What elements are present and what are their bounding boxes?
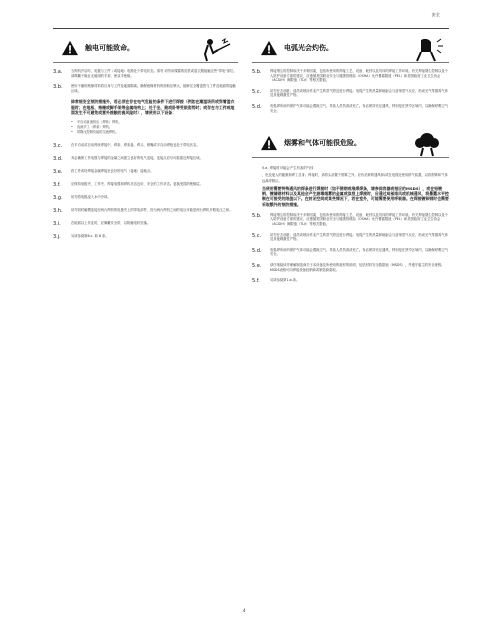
list-item <box>252 263 449 272</box>
list-item <box>252 104 449 113</box>
item-number: 3.b. <box>53 84 63 91</box>
item-number: 3.g. <box>53 194 63 201</box>
item-number: 5.b. <box>252 69 262 75</box>
item-number: 3.a. <box>53 69 63 75</box>
subsection-text: 远离呼吸区。 <box>262 179 282 184</box>
list-item <box>252 89 449 98</box>
electric-shock-header <box>53 36 238 63</box>
list-item <box>252 278 449 285</box>
section-title: 触电可能致命。 <box>85 44 134 52</box>
item-text: 务必确保工作电缆与焊接的金属之间建立良好的电气连接。连接点应尽可能靠近焊接区域。 <box>71 155 203 160</box>
arc-rays-header <box>252 36 449 63</box>
subsection-text: ，危及他人的健康和焊工自身。焊接时，请将头部置于烟雾之外。应有足够的通风和/或在电弧处使用排气装置，以将烟雾和气体 <box>262 172 448 177</box>
item-number: 3.h. <box>53 207 63 214</box>
item-text: 切勿在去油脏、清洗或喷涂作业产生的蒸气附近进行焊接。电弧产生的热量和辐射会与溶剂蒸气反应，形成光气等剧毒气体及其他刺激性产物。 <box>270 232 449 242</box>
list-item <box>252 69 449 83</box>
list-item <box>252 213 449 227</box>
list-item <box>252 233 449 242</box>
arc-welder-icon <box>407 36 447 62</box>
list-item <box>53 169 238 176</box>
item-number: 3.i. <box>53 220 61 227</box>
list-bullet: • 带降压控制功能的交流焊机。 <box>71 130 238 135</box>
list-item <box>53 143 238 150</box>
item-number: 5.c. <box>252 88 262 95</box>
item-number: 5.d. <box>252 247 262 254</box>
item-text: 请仔细阅读并理解制造商关于本设备及所使用的耗材的说明，包括材料安全数据表（MSDS），并遵守雇主的安全规程。MSDS表格可向焊接设备经销商或制造商索取。 <box>270 262 445 272</box>
item-number: 3.j. <box>53 233 61 240</box>
item-text: 电弧焊所用的保护气体可能会置换空气，导致人员伤害或死亡。务必保持充足通风，特别是在狭窄区域内，以确保呼吸空气安全。 <box>270 247 449 257</box>
list-item <box>53 156 238 163</box>
warning-triangle-icon <box>260 135 278 151</box>
fumes-icon <box>407 131 447 157</box>
right-column <box>252 36 449 291</box>
item-text: 切勿同时触摸连接至两台焊机的电极夹上的带电部件，因为两台焊机之间的电压可能是两台焊机开路电压之和。 <box>71 207 233 212</box>
warning-triangle-icon <box>260 40 278 56</box>
page-number: 4 <box>243 608 246 613</box>
item-text: 切勿将电极浸入水中冷却。 <box>71 194 111 199</box>
page-header: 安全 <box>431 12 440 17</box>
list-bullet: • 直流手工（焊条）焊机。 <box>71 125 238 130</box>
item-text: 另请参阅第1.b.条。 <box>270 278 300 283</box>
item-number: 5.f. <box>252 278 260 285</box>
item-number: 3.d. <box>53 155 63 162</box>
warning-paragraph: 除常规安全预防措施外，若必须在存在电气危险的条件下进行焊接（例如在潮湿场所或穿着湿衣服时；在地板、格栅或脚手架等金属结构上；处于坐、跪或卧等受限姿势时；或存在与工件或地面发生不可避免或意外接触的高风险时），请使用以下设备： <box>71 99 235 116</box>
equipment-list <box>71 120 238 135</box>
item-text: 将工件或待焊接金属焊接至良好的电气（接地）接地点。 <box>71 168 154 173</box>
warning-paragraph: 当使用需要特殊通风的焊条进行焊接时（如不锈钢或堆焊焊条，请参阅容器或相应的MSDS），或在铅镀钢、镀镉钢材料以及其他会产生剧毒烟雾的金属或涂层上焊接时，应通过局部排风或机械通风，将暴露水平控制在可接受的限值以下。在封闭空间或某些情况下，若在室外，可能需要使用呼吸器。在焊接镀锌钢时也需要采取额外的预防措施。 <box>262 185 449 207</box>
item-text: 在地面以上作业时，应佩戴安全带，以防触电时坠落。 <box>71 220 151 225</box>
warning-triangle-icon <box>61 40 79 56</box>
subsection-heading: 5.a. 焊接时可能会产生有害的气体 <box>262 166 314 171</box>
item-text: 使用干燥的绝缘材料将自身与工件及地面隔离。确保绝缘材料的面积足够大，能够完全覆盖您与工件及地面的接触区域。 <box>71 84 236 93</box>
item-text: 在半自动或自动焊丝焊接中，焊条、焊条盘、焊头、喷嘴或半自动焊枪也处于带电状态。 <box>71 142 200 147</box>
electric-shock-icon <box>196 36 236 62</box>
item-number: 5.c. <box>252 232 262 239</box>
item-text: 另请参阅第6.c. 和 8 条。 <box>71 233 109 238</box>
list-item <box>53 69 238 78</box>
item-text: 切勿在去油脏、清洗或喷涂作业产生的蒸气附近进行焊接。电弧产生的热量和辐射会与溶剂蒸气反应，形成光气等剧毒气体及其他刺激性产物。 <box>270 88 449 98</box>
item-number: 3.e. <box>53 168 63 175</box>
item-text: 焊接烟尘的控制取决于多种因素，包括所使用的焊接工艺、设备、耗材以及具体的焊接工作环境。有关焊接烟尘控制以及个人防护设备方面的建议，应遵循美国职业安全与健康管理局（OSHA）允许暴露限值（PEL）和美国政府工业卫生协会（ACGIH）阈限值（TLV）等相关限值。 <box>270 69 449 83</box>
fumes-header <box>252 131 449 158</box>
item-number: 3.f. <box>53 181 61 188</box>
list-item <box>252 248 449 257</box>
item-number: 5.b. <box>252 212 262 219</box>
item-text: 当焊机开启时，电极与工件（或接地）电路处于带电状态。请勿 切勿用裸露的皮肤或湿衣服接触这些"带电"部位。请佩戴干燥且无破洞的手套，使双手绝缘。 <box>71 69 237 78</box>
item-number: 5.d. <box>252 103 262 110</box>
header-rule <box>53 28 449 29</box>
item-number: 3.c. <box>53 142 63 149</box>
left-column <box>53 36 238 247</box>
section-title: 电弧光会灼伤。 <box>284 44 333 52</box>
list-item <box>53 221 238 228</box>
list-item <box>53 208 238 215</box>
list-item <box>53 234 238 241</box>
item-text: 应保持电极夹、工作夹、焊接电缆和焊机状态良好、安全的工作状态。更换受损的绝缘层。 <box>71 181 203 186</box>
item-text: 焊接烟尘的控制取决于多种因素，包括所使用的焊接工艺、设备、耗材以及具体的焊接工作环境。有关焊接烟尘控制以及个人防护设备方面的建议，应遵循美国职业安全与健康管理局（OSHA）允许暴露限值（PEL）和美国政府工业卫生协会（ACGIH）阈限值（TLV）等相关限值。 <box>270 212 449 226</box>
section-title: 烟雾和气体可能很危险。 <box>284 139 361 148</box>
list-item <box>53 84 238 93</box>
list-bullet: • 半自动直流恒压（焊丝）焊机。 <box>71 120 238 125</box>
item-text: 电弧焊所用的保护气体可能会置换空气，导致人员伤害或死亡。务必保持充足通风，特别是在狭窄区域内，以确保呼吸空气安全。 <box>270 103 449 113</box>
list-item <box>53 195 238 202</box>
item-number: 5.e. <box>252 262 262 269</box>
list-item <box>53 182 238 189</box>
